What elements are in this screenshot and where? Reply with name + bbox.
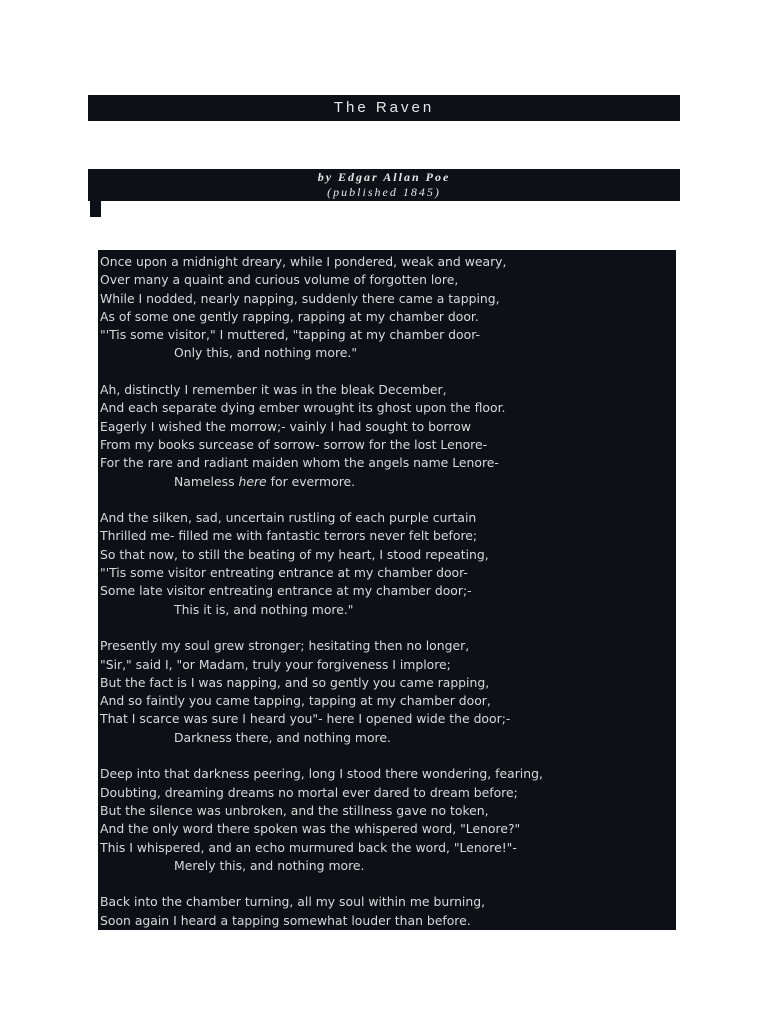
stanza-break <box>100 875 676 893</box>
author-line: by Edgar Allan Poe <box>317 170 451 184</box>
poem-line: Eagerly I wished the morrow;- vainly I had sought to borrow <box>100 418 471 434</box>
poem-line: But the fact is I was napping, and so gently you came rapping, <box>100 674 490 690</box>
poem-line: Back into the chamber turning, all my soul within me burning, <box>100 894 486 910</box>
poem-refrain-line: Merely this, and nothing more. <box>174 857 365 873</box>
poem-line: Once upon a midnight dreary, while I pondered, weak and weary, <box>100 254 507 269</box>
poem-line: From my books surcease of sorrow- sorrow for the lost Lenore- <box>100 436 488 452</box>
poem-line: And so faintly you came tapping, tapping at my chamber door, <box>100 693 491 709</box>
poem-refrain-line: Only this, and nothing more." <box>174 345 358 361</box>
poem-line: Doubting, dreaming dreams no mortal ever dared to dream before; <box>100 784 518 800</box>
poem-line: For the rare and radiant maiden whom the angels name Lenore- <box>100 455 499 471</box>
poem-line: That I scarce was sure I heard you"- here I opened wide the door;- <box>100 711 511 727</box>
stanza-break <box>100 747 676 765</box>
refrain-text: Nameless <box>174 473 239 489</box>
stanza-break <box>100 363 676 381</box>
published-line: (published 1845) <box>327 185 441 199</box>
poem-refrain-line <box>100 473 676 491</box>
poem-line: While I nodded, nearly napping, suddenly there came a tapping, <box>100 290 500 306</box>
stanza-break <box>100 619 676 637</box>
poem-line: Thrilled me- filled me with fantastic terrors never felt before; <box>100 528 478 544</box>
refrain-emphasis: here <box>238 473 267 489</box>
poem-line: Over many a quaint and curious volume of forgotten lore, <box>100 272 459 288</box>
poem-line: Ah, distinctly I remember it was in the bleak December, <box>100 382 447 398</box>
poem-line: "Sir," said I, "or Madam, truly your forgiveness I implore; <box>100 656 451 672</box>
poem-line: "'Tis some visitor," I muttered, "tapping at my chamber door- <box>100 327 480 343</box>
poem-container <box>98 250 676 930</box>
poem-line: This I whispered, and an echo murmured back the word, "Lenore!"- <box>100 839 517 855</box>
poem-line: Presently my soul grew stronger; hesitating then no longer, <box>100 638 470 654</box>
poem-line: And the only word there spoken was the whispered word, "Lenore?" <box>100 821 521 837</box>
decorative-marker <box>90 201 101 217</box>
poem-line: And each separate dying ember wrought its ghost upon the floor. <box>100 400 506 416</box>
poem-line: Some late visitor entreating entrance at my chamber door;- <box>100 583 472 599</box>
poem-line: Deep into that darkness peering, long I stood there wondering, fearing, <box>100 766 543 782</box>
poem-line: "'Tis some visitor entreating entrance at my chamber door- <box>100 565 468 581</box>
poem-refrain-line: Darkness there, and nothing more. <box>174 729 391 745</box>
byline-header <box>88 169 680 201</box>
stanza-break <box>100 491 676 509</box>
poem-text <box>98 250 676 930</box>
poem-line: Soon again I heard a tapping somewhat louder than before. <box>100 912 471 928</box>
page-title: The Raven <box>88 95 680 121</box>
poem-line: But the silence was unbroken, and the stillness gave no token, <box>100 802 489 818</box>
poem-line: So that now, to still the beating of my heart, I stood repeating, <box>100 546 489 562</box>
poem-refrain-line: This it is, and nothing more." <box>174 601 354 617</box>
refrain-text: for evermore. <box>266 473 356 489</box>
poem-line: And the silken, sad, uncertain rustling of each purple curtain <box>100 510 477 526</box>
poem-line: As of some one gently rapping, rapping at my chamber door. <box>100 308 479 324</box>
